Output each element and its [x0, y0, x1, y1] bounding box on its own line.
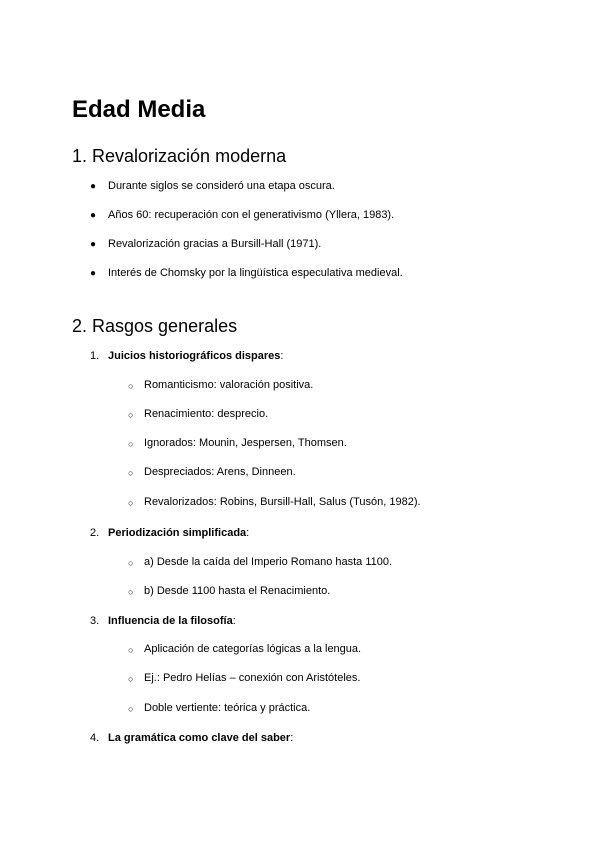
section-heading-revalorizacion: 1. Revalorización moderna — [72, 146, 287, 166]
bullet-marker: ● — [90, 181, 97, 192]
section-heading-rasgos: 2. Rasgos generales — [72, 316, 238, 336]
sub-bullet-marker: ○ — [128, 498, 134, 508]
list-item: Años 60: recuperación con el generativismo (Yllera, 1983). — [108, 209, 395, 221]
numbered-item-periodizacion — [108, 526, 249, 540]
sub-bullet-marker: ○ — [128, 704, 134, 714]
sub-bullet-marker: ○ — [128, 587, 134, 597]
list-item: Durante siglos se consideró una etapa oscura. — [108, 180, 335, 192]
item-label: Juicios historiográficos dispares — [108, 350, 281, 362]
sub-bullet-marker: ○ — [128, 558, 134, 568]
item-suffix: : — [280, 350, 284, 362]
sub-list-item: Aplicación de categorías lógicas a la lengua. — [144, 643, 362, 655]
bullet-marker: ● — [90, 210, 97, 221]
item-suffix: : — [290, 732, 294, 744]
item-label: Influencia de la filosofía — [108, 615, 233, 627]
sub-list-item: Ignorados: Mounin, Jespersen, Thomsen. — [144, 437, 347, 449]
page-title: Edad Media — [72, 96, 206, 123]
bullet-marker: ● — [90, 268, 97, 279]
sub-list-item: b) Desde 1100 hasta el Renacimiento. — [144, 585, 331, 597]
numbered-item-juicios — [108, 349, 283, 363]
sub-list-item: Ej.: Pedro Helías – conexión con Aristóteles. — [144, 672, 361, 684]
numbered-item-gramatica — [108, 731, 293, 745]
item-label: Periodización simplificada — [108, 527, 247, 539]
sub-list-item: Despreciados: Arens, Dinneen. — [144, 466, 296, 478]
numbered-item-filosofia — [108, 614, 236, 628]
sub-bullet-marker: ○ — [128, 645, 134, 655]
list-item: Revalorización gracias a Bursill-Hall (1971). — [108, 238, 322, 250]
list-number: 3. — [90, 615, 100, 627]
sub-list-item: Doble vertiente: teórica y práctica. — [144, 702, 311, 714]
item-suffix: : — [246, 527, 250, 539]
sub-list-item: Renacimiento: desprecio. — [144, 408, 269, 420]
item-suffix: : — [232, 615, 236, 627]
list-number: 4. — [90, 732, 100, 744]
sub-bullet-marker: ○ — [128, 468, 134, 478]
sub-bullet-marker: ○ — [128, 410, 134, 420]
list-number: 1. — [90, 350, 100, 362]
sub-bullet-marker: ○ — [128, 381, 134, 391]
list-item: Interés de Chomsky por la lingüística especulativa medieval. — [108, 267, 403, 279]
item-label: La gramática como clave del saber — [108, 732, 291, 744]
sub-list-item: a) Desde la caída del Imperio Romano hasta 1100. — [144, 556, 393, 568]
sub-bullet-marker: ○ — [128, 674, 134, 684]
sub-list-item: Revalorizados: Robins, Bursill-Hall, Salus (Tusón, 1982). — [144, 496, 421, 508]
sub-bullet-marker: ○ — [128, 439, 134, 449]
bullet-marker: ● — [90, 239, 97, 250]
sub-list-item: Romanticismo: valoración positiva. — [144, 379, 314, 391]
list-number: 2. — [90, 527, 100, 539]
